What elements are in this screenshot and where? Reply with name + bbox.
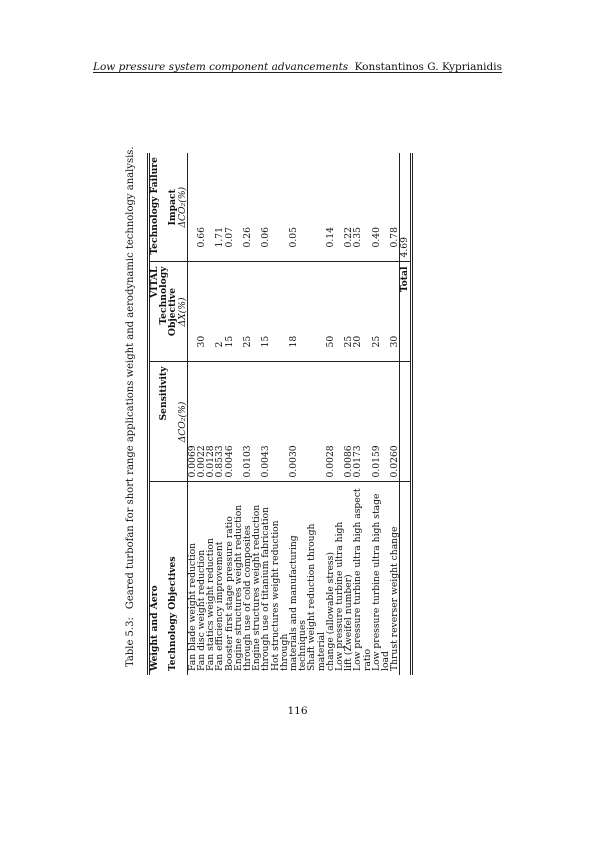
table-row — [307, 153, 325, 675]
row-sensitivity — [271, 362, 289, 482]
row-sensitivity — [307, 362, 325, 482]
table-row — [353, 153, 371, 675]
header-rule — [93, 72, 502, 73]
row-label: Low pressure turbine ultra high aspect ratio — [352, 488, 373, 671]
row-objective: 2 — [215, 262, 224, 362]
table-row — [289, 153, 307, 675]
row-label: Low pressure turbine ultra high — [334, 521, 346, 671]
row-sensitivity: 0.0173 — [353, 362, 371, 482]
row-impact — [271, 153, 289, 262]
unit-col1 — [178, 482, 188, 675]
row-sensitivity: 0.0069 — [187, 362, 197, 482]
row-label: Thrust reverser weight change — [389, 526, 401, 671]
running-header — [93, 57, 502, 73]
row-objective — [335, 262, 344, 362]
row-label: Low pressure turbine ultra high stage load — [370, 493, 392, 671]
row-sensitivity: 0.0030 — [289, 362, 307, 482]
total-spacer-1 — [400, 482, 411, 675]
row-impact: 0.06 — [261, 153, 270, 262]
row-label: change (allowable stress) — [324, 552, 336, 671]
row-sensitivity: 0.0103 — [243, 362, 252, 482]
row-objective: 25 — [372, 262, 390, 362]
total-value: 4.69 — [400, 153, 411, 262]
row-sensitivity: 0.0022 — [197, 362, 206, 482]
row-objective: 30 — [197, 262, 206, 362]
row-objective: 50 — [326, 262, 335, 362]
unit-row — [178, 153, 188, 675]
unit-col4: ΔCO₂(%) — [178, 153, 188, 262]
unit-col2: ΔCO₂(%) — [178, 362, 188, 482]
technology-table — [147, 153, 413, 675]
row-sensitivity: 0.0043 — [261, 362, 270, 482]
row-impact: 0.26 — [243, 153, 252, 262]
row-label: Engine structures weight reduction — [232, 504, 244, 671]
row-sensitivity: 0.8533 — [215, 362, 224, 482]
row-label: Fan disc weight reduction — [196, 549, 208, 671]
unit-col3: ΔX(%) — [178, 262, 188, 362]
row-impact: 1.71 — [215, 153, 224, 262]
row-label: Fan statics weight reduction — [205, 538, 217, 671]
row-impact: 0.40 — [372, 153, 390, 262]
row-label: Engine structures weight reduction — [251, 504, 263, 671]
row-label: Fan blade weight reduction — [186, 542, 198, 671]
row-label: through use of titanium fabrication — [260, 506, 272, 671]
row-objective — [187, 262, 197, 362]
row-label: Shaft weight reduction through material — [306, 523, 327, 671]
row-objective — [252, 262, 261, 362]
row-label: Hot structures weight reduction through — [269, 520, 290, 671]
row-objective — [307, 262, 325, 362]
header-row-1 — [149, 153, 169, 675]
table-row — [390, 153, 400, 675]
header-title: Low pressure system component advancements — [93, 61, 349, 73]
row-sensitivity: 0.0086 — [344, 362, 353, 482]
total-row — [400, 153, 411, 675]
row-label: materials and manufacturing techniques — [288, 535, 309, 671]
row-sensitivity: 0.0260 — [390, 362, 400, 482]
row-objective: 15 — [261, 262, 270, 362]
rotated-table-block — [123, 146, 477, 675]
col4-header-1: Technology Failure — [149, 153, 169, 262]
col4-header-2: Impact — [168, 153, 177, 262]
table-row — [271, 153, 289, 675]
row-objective — [234, 262, 243, 362]
row-objective: 25 — [243, 262, 252, 362]
col2-header-1: Sensitivity — [149, 362, 178, 482]
row-label: through use of cold composites — [242, 525, 254, 671]
col3-header-2: Objective — [168, 262, 177, 362]
page-number: 116 — [287, 705, 308, 717]
total-spacer-2 — [400, 362, 411, 482]
row-label: Fan efficiency improvement — [214, 541, 226, 671]
caption-text: Geared turbofan for short range applications weight and aerodynamic technology analysis. — [125, 146, 136, 610]
row-objective — [206, 262, 215, 362]
table-row — [372, 153, 390, 675]
row-impact: 0.14 — [326, 153, 335, 262]
row-objective: 30 — [390, 262, 400, 362]
row-objective: 20 — [353, 262, 371, 362]
row-sensitivity: 0.0046 — [225, 362, 234, 482]
row-impact — [307, 153, 325, 262]
row-impact: 0.07 — [225, 153, 234, 262]
table-body — [187, 153, 400, 675]
row-impact: 0.66 — [197, 153, 206, 262]
row-sensitivity: 0.0128 — [206, 362, 215, 482]
header-author: Konstantinos G. Kyprianidis — [354, 61, 502, 73]
row-impact: 0.78 — [390, 153, 400, 262]
row-impact: 0.22 — [344, 153, 353, 262]
total-label: Total — [400, 262, 411, 362]
col1-header-1: Weight and Aero — [149, 585, 160, 671]
row-label: lift (Zweifel number) — [343, 574, 355, 671]
row-impact: 0.05 — [289, 153, 307, 262]
row-label: Booster first stage pressure ratio — [223, 516, 235, 671]
row-sensitivity: 0.0028 — [326, 362, 335, 482]
row-impact: 0.35 — [353, 153, 371, 262]
caption-label: Table 5.3: — [125, 617, 136, 667]
row-objective: 25 — [344, 262, 353, 362]
col1-header-2: Technology Objectives — [167, 556, 179, 671]
table-caption — [125, 146, 136, 667]
row-objective: 15 — [225, 262, 234, 362]
row-objective — [271, 262, 289, 362]
row-sensitivity: 0.0159 — [372, 362, 390, 482]
col3-header-1: VITAL Technology — [149, 262, 169, 362]
row-objective: 18 — [289, 262, 307, 362]
